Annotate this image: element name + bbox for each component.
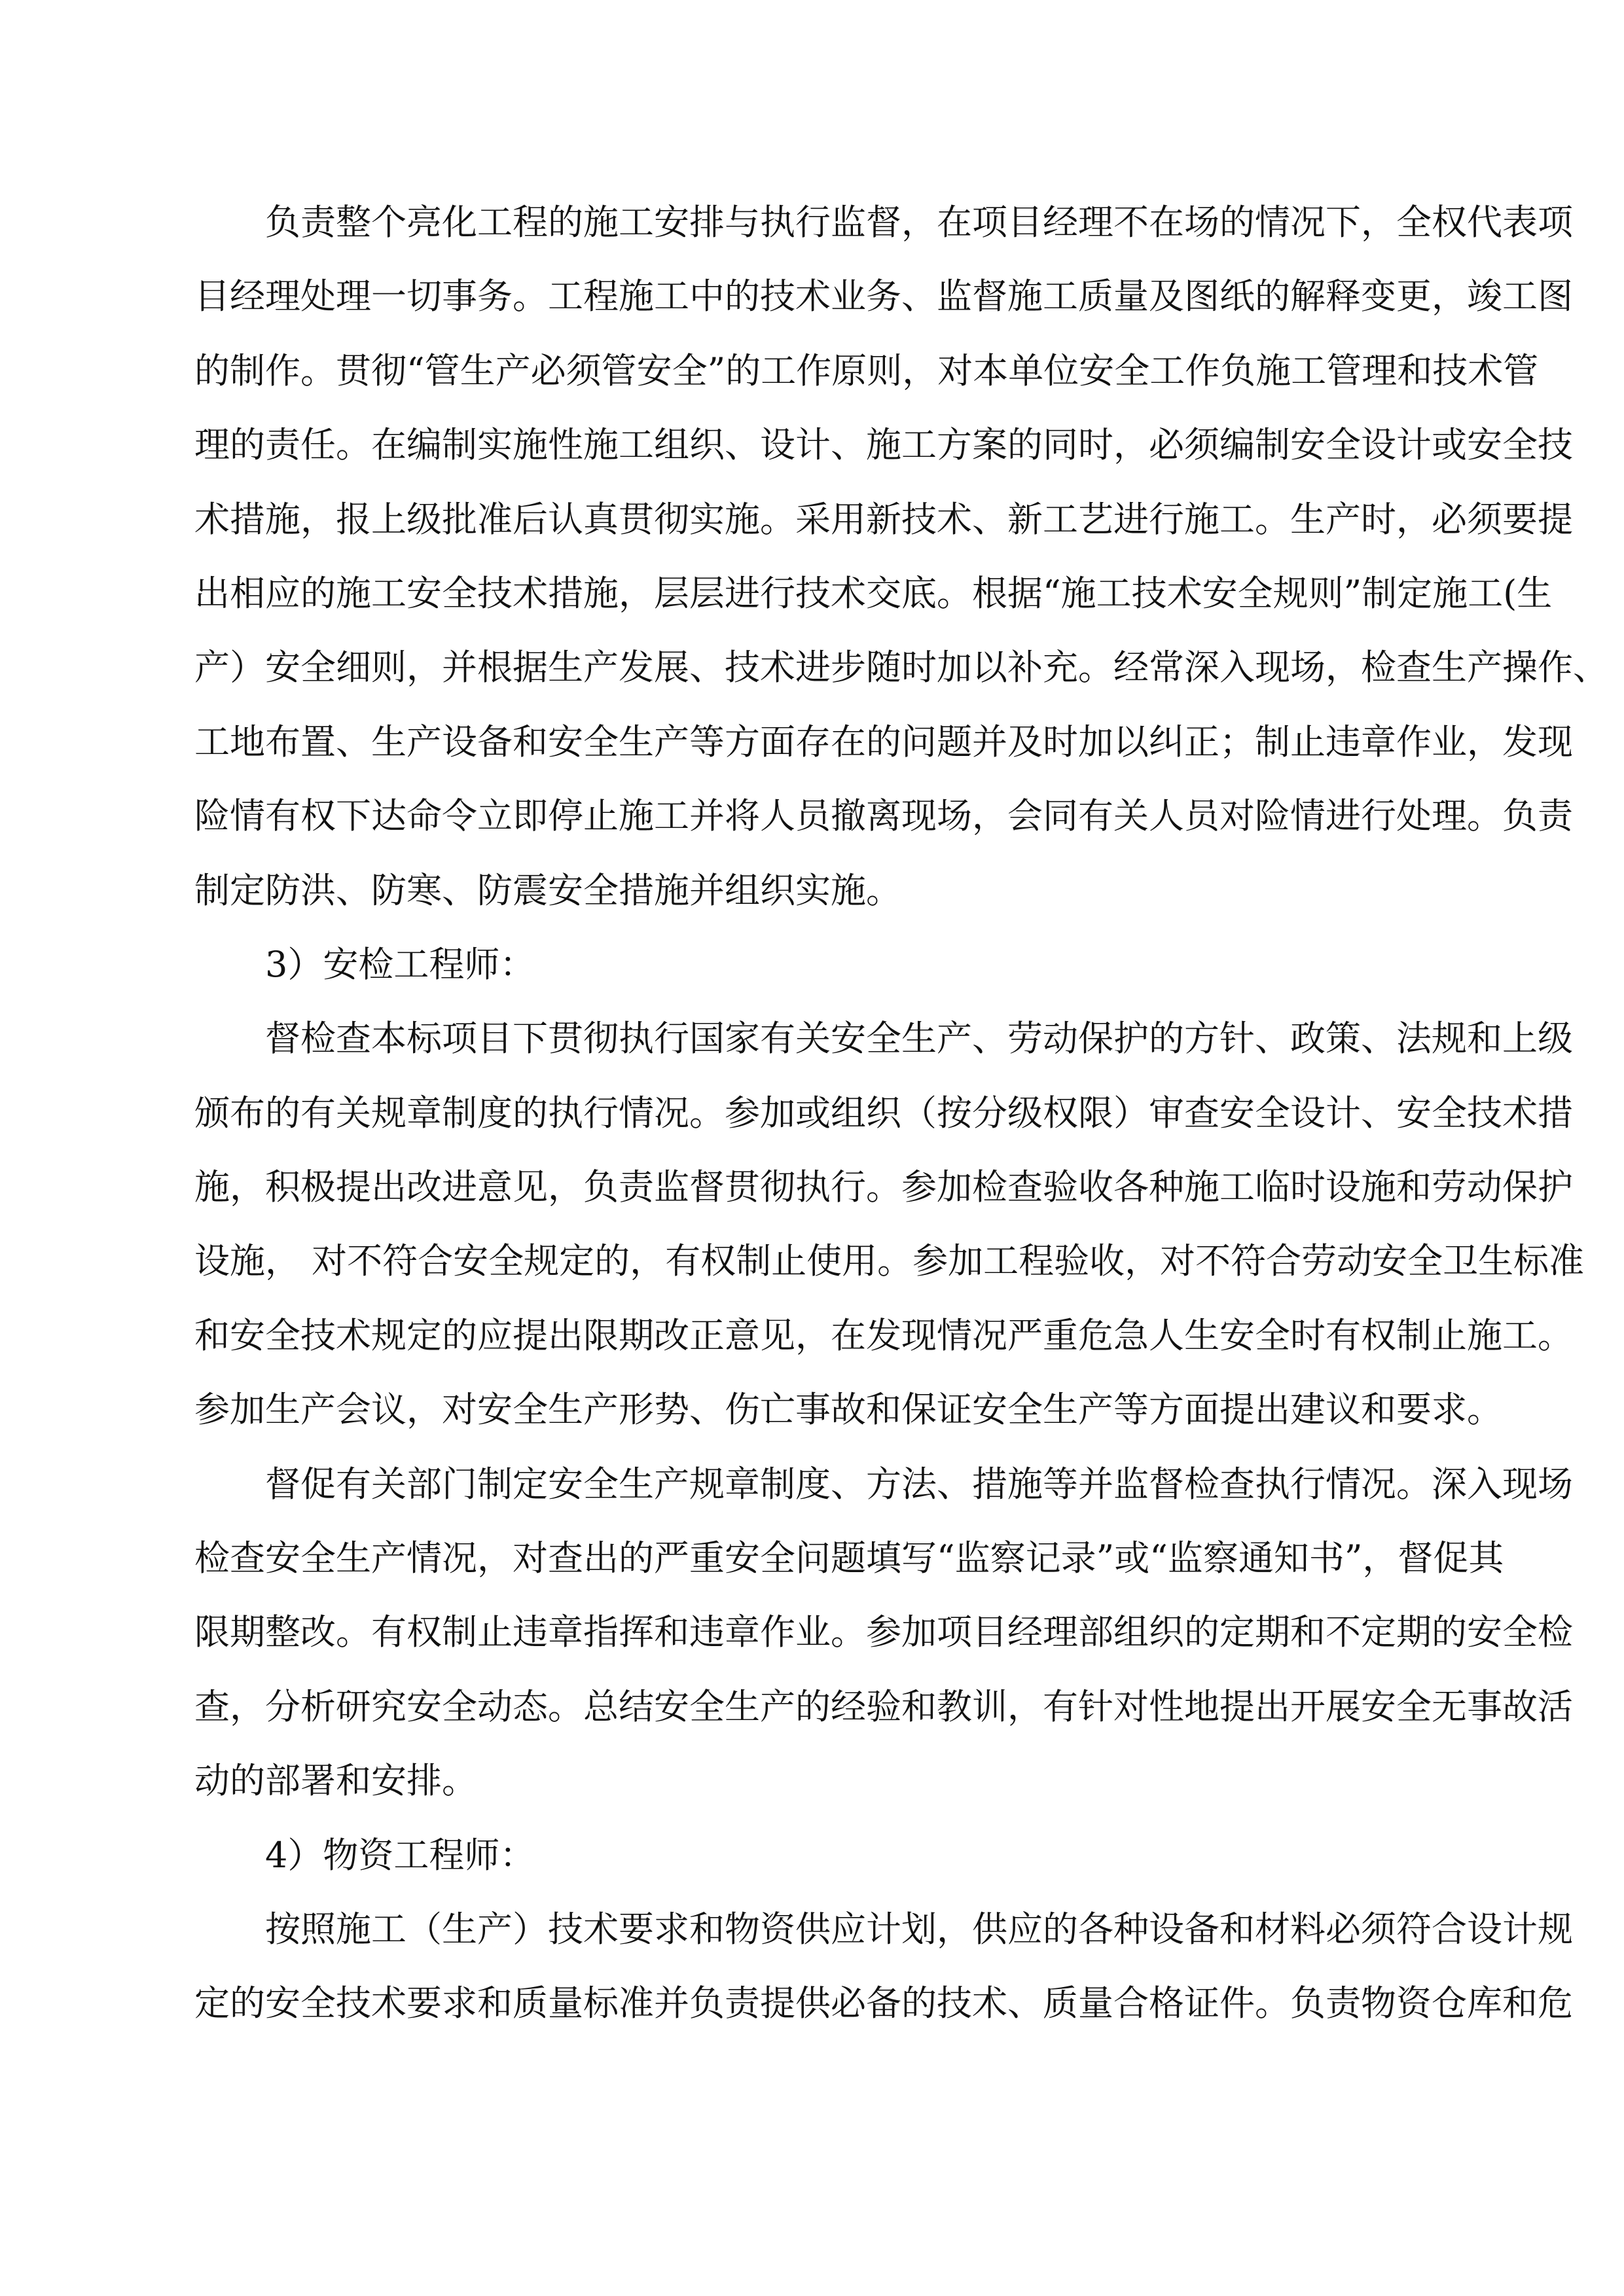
text-line: 出相应的施工安全技术措施，层层进行技术交底。根据“施工技术安全规则”制定施工(生 [194, 572, 1553, 614]
text-line: 负责整个亮化工程的施工安排与执行监督，在项目经理不在场的情况下，全权代表项 [265, 202, 1573, 243]
body-paragraph [194, 185, 1608, 927]
text-line: 颁布的有关规章制度的执行情况。参加或组织（按分级权限）审查安全设计、安全技术措 [194, 1092, 1573, 1134]
document-page [194, 185, 1608, 2041]
text-line: 目经理处理一切事务。工程施工中的技术业务、监督施工质量及图纸的解释变更，竣工图 [194, 276, 1573, 317]
text-line: 按照施工（生产）技术要求和物资供应计划，供应的各种设备和材料必须符合设计规 [265, 1908, 1573, 1950]
text-line: 动的部署和安排。 [194, 1760, 477, 1802]
body-paragraph [194, 1892, 1573, 2041]
text-line: 设施， 对不符合安全规定的，有权制止使用。参加工程验收，对不符合劳动安全卫生标准 [194, 1240, 1585, 1282]
text-line: 4）物资工程师： [265, 1834, 535, 1876]
body-paragraph [194, 1447, 1573, 1818]
text-line: 施，积极提出改进意见，负责监督贯彻执行。参加检查验收各种施工临时设施和劳动保护 [194, 1166, 1573, 1208]
text-line: 定的安全技术要求和质量标准并负责提供必备的技术、质量合格证件。负责物资仓库和危 [194, 1982, 1573, 2024]
text-line: 查，分析研究安全动态。总结安全生产的经验和教训，有针对性地提出开展安全无事故活 [194, 1685, 1573, 1727]
text-line: 制定防洪、防寒、防震安全措施并组织实施。 [194, 869, 901, 911]
text-line: 术措施，报上级批准后认真贯彻实施。采用新技术、新工艺进行施工。生产时，必须要提 [194, 498, 1573, 540]
text-line: 限期整改。有权制止违章指挥和违章作业。参加项目经理部组织的定期和不定期的安全检 [194, 1611, 1573, 1653]
text-line: 检查安全生产情况，对查出的严重安全问题填写“监察记录”或“监察通知书”，督促其 [194, 1537, 1504, 1579]
text-line: 参加生产会议，对安全生产形势、伤亡事故和保证安全生产等方面提出建议和要求。 [194, 1389, 1502, 1431]
section-heading [194, 927, 1471, 1001]
text-line: 产）安全细则，并根据生产发展、技术进步随时加以补充。经常深入现场，检查生产操作、 [194, 647, 1608, 689]
text-line: 督检查本标项目下贯彻执行国家有关安全生产、劳动保护的方针、政策、法规和上级 [265, 1018, 1573, 1060]
text-line: 督促有关部门制定安全生产规章制度、方法、措施等并监督检查执行情况。深入现场 [265, 1463, 1573, 1505]
text-line: 3）安检工程师： [265, 943, 535, 985]
text-line: 和安全技术规定的应提出限期改正意见，在发现情况严重危急人生安全时有权制止施工。 [194, 1314, 1573, 1356]
body-paragraph [194, 1001, 1585, 1446]
section-heading [194, 1818, 1471, 1892]
text-line: 理的责任。在编制实施性施工组织、设计、施工方案的同时，必须编制安全设计或安全技 [194, 424, 1573, 466]
text-line: 险情有权下达命令立即停止施工并将人员撤离现场，会同有关人员对险情进行处理。负责 [194, 795, 1573, 837]
text-line: 工地布置、生产设备和安全生产等方面存在的问题并及时加以纠正；制止违章作业，发现 [194, 721, 1573, 762]
text-line: 的制作。贯彻“管生产必须管安全”的工作原则，对本单位安全工作负施工管理和技术管 [194, 350, 1539, 391]
